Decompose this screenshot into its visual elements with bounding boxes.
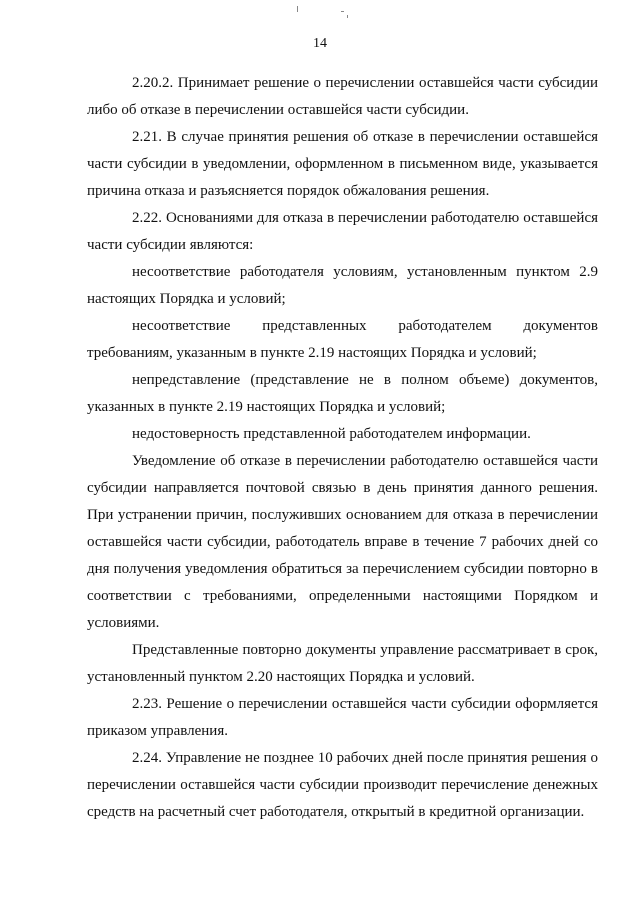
paragraph-2-24: 2.24. Управление не позднее 10 рабочих дней после принятия решения о перечислении оставшейся части субсидии производит перечисление денежных средств на расчетный счет работодателя, открытый в кредитной организации. [87, 750, 598, 820]
paragraph-2-21: 2.21. В случае принятия решения об отказе в перечислении оставшейся части субсидии в уведомлении, оформленном в письменном виде, указывается причина отказа и разъясняется порядок обжалования решения. [87, 129, 598, 199]
refusal-ground-item: непредставление (представление не в полном объеме) документов, указанных в пункте 2.19 настоящих Порядка и условий; [87, 372, 598, 415]
refusal-ground-item: несоответствие представленных работодателем документов требованиям, указанным в пункте 2.19 настоящих Порядка и условий; [87, 318, 598, 361]
scan-artifact [347, 15, 348, 18]
scan-artifact [297, 6, 298, 12]
scan-artifact [341, 11, 344, 12]
document-body [87, 70, 598, 826]
paragraph-2-20-2: 2.20.2. Принимает решение о перечислении оставшейся части субсидии либо об отказе в перечислении оставшейся части субсидии. [87, 75, 598, 118]
refusal-ground-item: недостоверность представленной работодателем информации. [132, 426, 531, 442]
refusal-ground-item: несоответствие работодателя условиям, установленным пунктом 2.9 настоящих Порядка и условий; [87, 264, 598, 307]
page-number: 14 [313, 36, 327, 51]
paragraph-resubmission: Представленные повторно документы управление рассматривает в срок, установленный пунктом 2.20 настоящих Порядка и условий. [87, 642, 598, 685]
paragraph-2-22: 2.22. Основаниями для отказа в перечислении работодателю оставшейся части субсидии являются: [87, 210, 598, 253]
paragraph-refusal-notice: Уведомление об отказе в перечислении работодателю оставшейся части субсидии направляется почтовой связью в день принятия данного решения. При устранении причин, послуживших основанием для отказа в перечислении оставшейся части субсидии, работодатель вправе в течение 7 рабочих дней со дня получения уведомления обратиться за перечислением субсидии повторно в соответствии с требованиями, определенными настоящими Порядком и условиями. [87, 453, 598, 631]
paragraph-2-23: 2.23. Решение о перечислении оставшейся части субсидии оформляется приказом управления. [87, 696, 598, 739]
